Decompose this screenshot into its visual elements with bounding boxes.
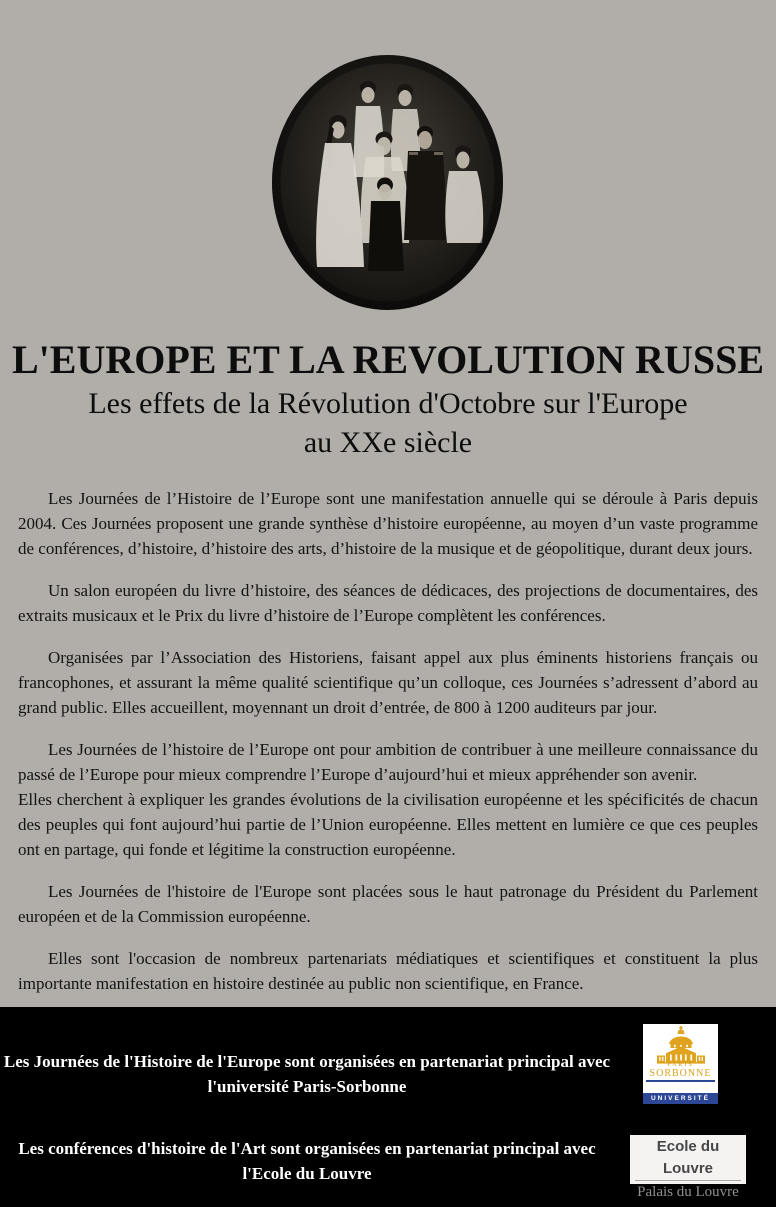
paragraph-5: Elles cherchent à expliquer les grandes évolutions de la civilisation européenne et les spécificités de chacun des peuples qui font aujourd’hui partie de l’Union européenne. Elles mettent en lumière ce que ces peuples ont en partage, qui fonde et légitime la construction européenne. xyxy=(18,790,758,859)
sorbonne-logo-universite-label: UNIVERSITÉ xyxy=(643,1093,718,1104)
partner-sorbonne-line-2: l'université Paris-Sorbonne xyxy=(207,1077,407,1096)
romanov-family-photo-illustration xyxy=(272,55,503,310)
partners-footer xyxy=(0,1007,776,1207)
paragraph-2: Un salon européen du livre d’histoire, des séances de dédicaces, des projections de documentaires, des extraits musicaux et le Prix du livre d’histoire de l’Europe complètent les conférences. xyxy=(18,581,758,625)
partner-louvre-line-1: Les conférences d'histoire de l'Art sont organisées en partenariat principal avec xyxy=(18,1139,596,1158)
partner-sorbonne-line-1: Les Journées de l'Histoire de l'Europe sont organisées en partenariat principal avec xyxy=(3,1052,611,1071)
poster-subtitle xyxy=(0,384,776,462)
romanov-family-photo xyxy=(272,55,503,310)
louvre-logo-line-2: Palais du Louvre xyxy=(637,1184,739,1200)
louvre-logo-line-1: Ecole du Louvre xyxy=(656,1138,720,1177)
paragraph-4: Les Journées de l’histoire de l’Europe ont pour ambition de contribuer à une meilleure connaissance du passé de l’Europe pour mieux comprendre l’Europe d’aujourd’hui et mieux appréhender son avenir. xyxy=(18,740,758,784)
sorbonne-logo-paris-label: PARIS xyxy=(667,1062,694,1068)
paragraph-3: Organisées par l’Association des Historiens, faisant appel aux plus éminents historiens français ou francophones, et assurant la même qualité scientifique qu’un colloque, ces Journées s’adressent d’abord au grand public. Elles accueillent, moyennant un droit d’entrée, de 800 à 1200 auditeurs par jour. xyxy=(18,648,758,717)
poster-title: L'EUROPE ET LA REVOLUTION RUSSE xyxy=(12,337,764,382)
subtitle-line-1: Les effets de la Révolution d'Octobre sur l'Europe xyxy=(88,387,688,420)
partner-text-louvre xyxy=(0,1136,614,1186)
paragraph-6: Les Journées de l'histoire de l'Europe sont placées sous le haut patronage du Président du Parlement européen et de la Commission européenne. xyxy=(18,882,758,926)
paragraph-1: Les Journées de l’Histoire de l’Europe sont une manifestation annuelle qui se déroule à Paris depuis 2004. Ces Journées proposent une grande synthèse d’histoire européenne, au moyen d’un vaste programme de conférences, d’histoire, d’histoire des arts, d’histoire de la musique et de géopolitique, durant deux jours. xyxy=(18,489,758,558)
ecole-du-louvre-logo xyxy=(630,1135,746,1200)
sorbonne-logo-rule xyxy=(646,1080,715,1082)
sorbonne-chapel-icon xyxy=(657,1026,705,1064)
partner-louvre-line-2: l'Ecole du Louvre xyxy=(242,1164,372,1183)
sorbonne-logo-sorbonne-label: SORBONNE xyxy=(649,1068,712,1079)
subtitle-line-2: au XXe siècle xyxy=(303,426,473,459)
paragraph-7: Elles sont l'occasion de nombreux partenariats médiatiques et scientifiques et constituent la plus importante manifestation en histoire destinée au public non scientifique, en France. xyxy=(18,949,758,993)
partner-text-sorbonne xyxy=(0,1049,614,1099)
body-text xyxy=(18,486,758,1013)
paris-sorbonne-logo xyxy=(643,1024,718,1104)
